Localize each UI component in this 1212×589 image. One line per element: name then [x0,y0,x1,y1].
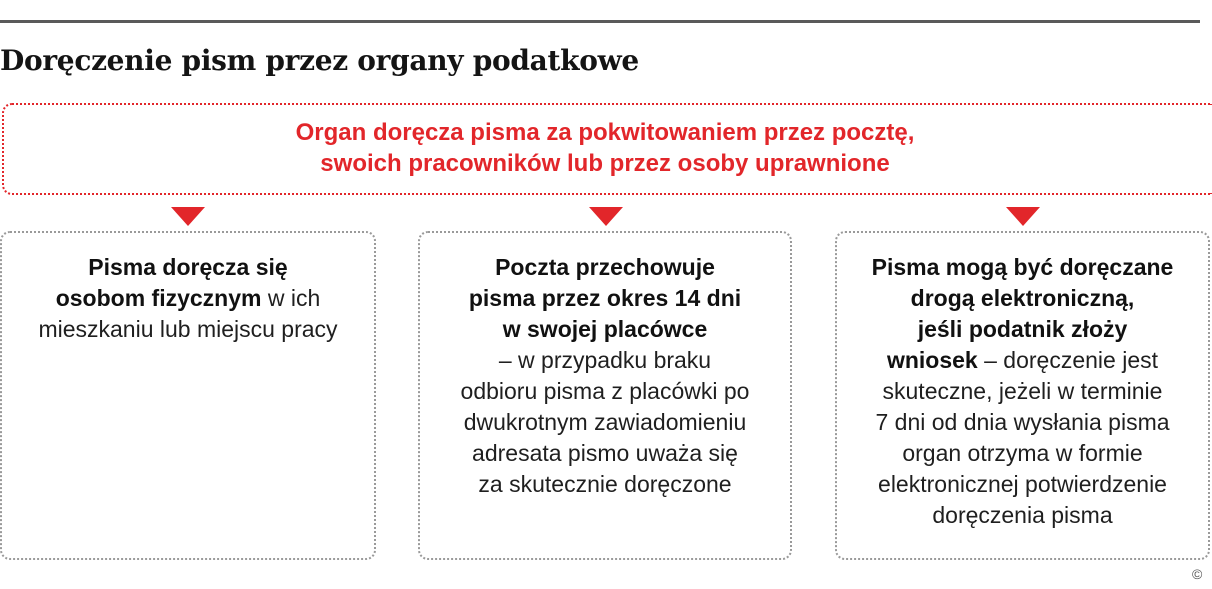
top-rule [0,20,1200,23]
card-1-bold-line-2: osobom fizycznym [55,285,262,311]
card-2-bold-line: w swojej placówce [502,316,708,342]
card-post-office-text [420,252,790,500]
card-2-bold-line: Poczta przechowuje [495,254,715,280]
header-line-1: Organ doręcza pisma za pokwitowaniem przez pocztę, [295,119,915,146]
card-3-line: 7 dni od dnia wysłania pisma [875,409,1170,435]
down-arrow-icon [171,207,205,226]
header-text [0,117,1210,179]
card-3-normal-tail: – doręczenie jest [977,347,1159,373]
card-2-line: odbioru pisma z placówki po [460,378,750,404]
header-line-2: swoich pracowników lub przez osoby uprawnione [320,150,890,177]
card-1-bold-line-1: Pisma doręcza się [88,254,288,280]
card-3-bold-line: drogą elektroniczną, [910,285,1135,311]
card-1-normal-tail: w ich [261,285,321,311]
card-1-line: mieszkaniu lub miejscu pracy [38,316,338,342]
card-2-line: adresata pismo uważa się [472,440,738,466]
card-2-bold-line: pisma przez okres 14 dni [468,285,742,311]
credit-mark: © [1192,566,1203,582]
card-2-line: – w przypadku braku [498,347,712,373]
card-3-line: skuteczne, jeżeli w terminie [882,378,1163,404]
card-3-bold-line: Pisma mogą być doręczane [871,254,1174,280]
card-3-line: doręczenia pisma [932,502,1113,528]
card-3-bold-line: jeśli podatnik złoży [917,316,1128,342]
card-personal-delivery-text [2,252,374,345]
card-2-line: za skutecznie doręczone [478,471,732,497]
card-electronic-delivery-text [837,252,1208,531]
card-3-line: elektronicznej potwierdzenie [878,471,1167,497]
card-3-line: organ otrzyma w formie [902,440,1143,466]
down-arrow-icon [589,207,623,226]
page-title: Doręczenie pism przez organy podatkowe [0,44,639,77]
card-3-bold-last: wniosek [886,347,978,373]
down-arrow-icon [1006,207,1040,226]
card-2-line: dwukrotnym zawiadomieniu [463,409,747,435]
